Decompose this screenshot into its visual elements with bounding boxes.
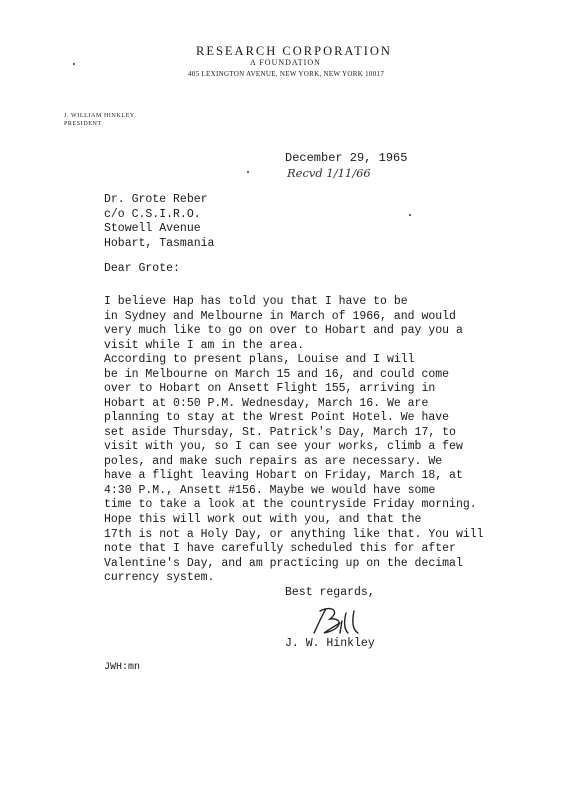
body-paragraph: I believe Hap has told you that I have to be in Sydney and Melbourne in March of 1966, and would very much like to go on over to Hobart and pay you a visit while I am in the area. — [104, 295, 463, 352]
letterhead-subtitle: A FOUNDATION — [250, 58, 321, 67]
signer-name: J. W. Hinkley — [285, 637, 375, 650]
recipient-line: Hobart, Tasmania — [104, 236, 215, 250]
letterhead-president-name: J. WILLIAM HINKLEY — [64, 113, 135, 119]
recipient-line: c/o C.S.I.R.O. — [104, 207, 201, 221]
body-paragraph: According to present plans, Louise and I will be in Melbourne on March 15 and 16, and could come over to Hobart on Ansett Flight 155, arriving in Hobart at 0:50 P.M. Wednesday, March 16. We are planning to stay at the Wrest Point Hotel. We have set aside Thursday, St. Patrick's Day, March 17, to visit with you, so I can see your works, climb a few poles, and make such repairs as are necessary. We have a flight leaving Hobart on Friday, March 18, at 4:30 P.M., Ansett #156. Maybe we would have some time to take a look at the countryside Friday morning. — [104, 353, 477, 511]
scan-speck — [73, 63, 75, 65]
scan-speck — [409, 214, 411, 216]
recipient-line: Dr. Grote Reber — [104, 193, 208, 206]
recipient-address — [104, 193, 214, 251]
letterhead-address: 405 LEXINGTON AVENUE, NEW YORK, NEW YORK 10017 — [188, 70, 385, 78]
letterhead-organization: RESEARCH CORPORATION — [196, 44, 392, 58]
scan-speck — [247, 171, 249, 173]
closing: Best regards, — [285, 586, 375, 599]
recipient-line: Stowell Avenue — [104, 222, 201, 235]
salutation: Dear Grote: — [104, 262, 180, 275]
received-handwritten-note: Recvd 1/11/66 — [287, 166, 371, 180]
letterhead-president-title: PRESIDENT — [64, 121, 102, 127]
typist-initials: JWH:mn — [104, 662, 141, 673]
letter-date: December 29, 1965 — [285, 151, 408, 165]
body-paragraph: Hope this will work out with you, and that the 17th is not a Holy Day, or anything like that. You will note that I have carefully scheduled this for after Valentine's Day, and am practicing up on the decimal currency system. — [104, 513, 484, 584]
